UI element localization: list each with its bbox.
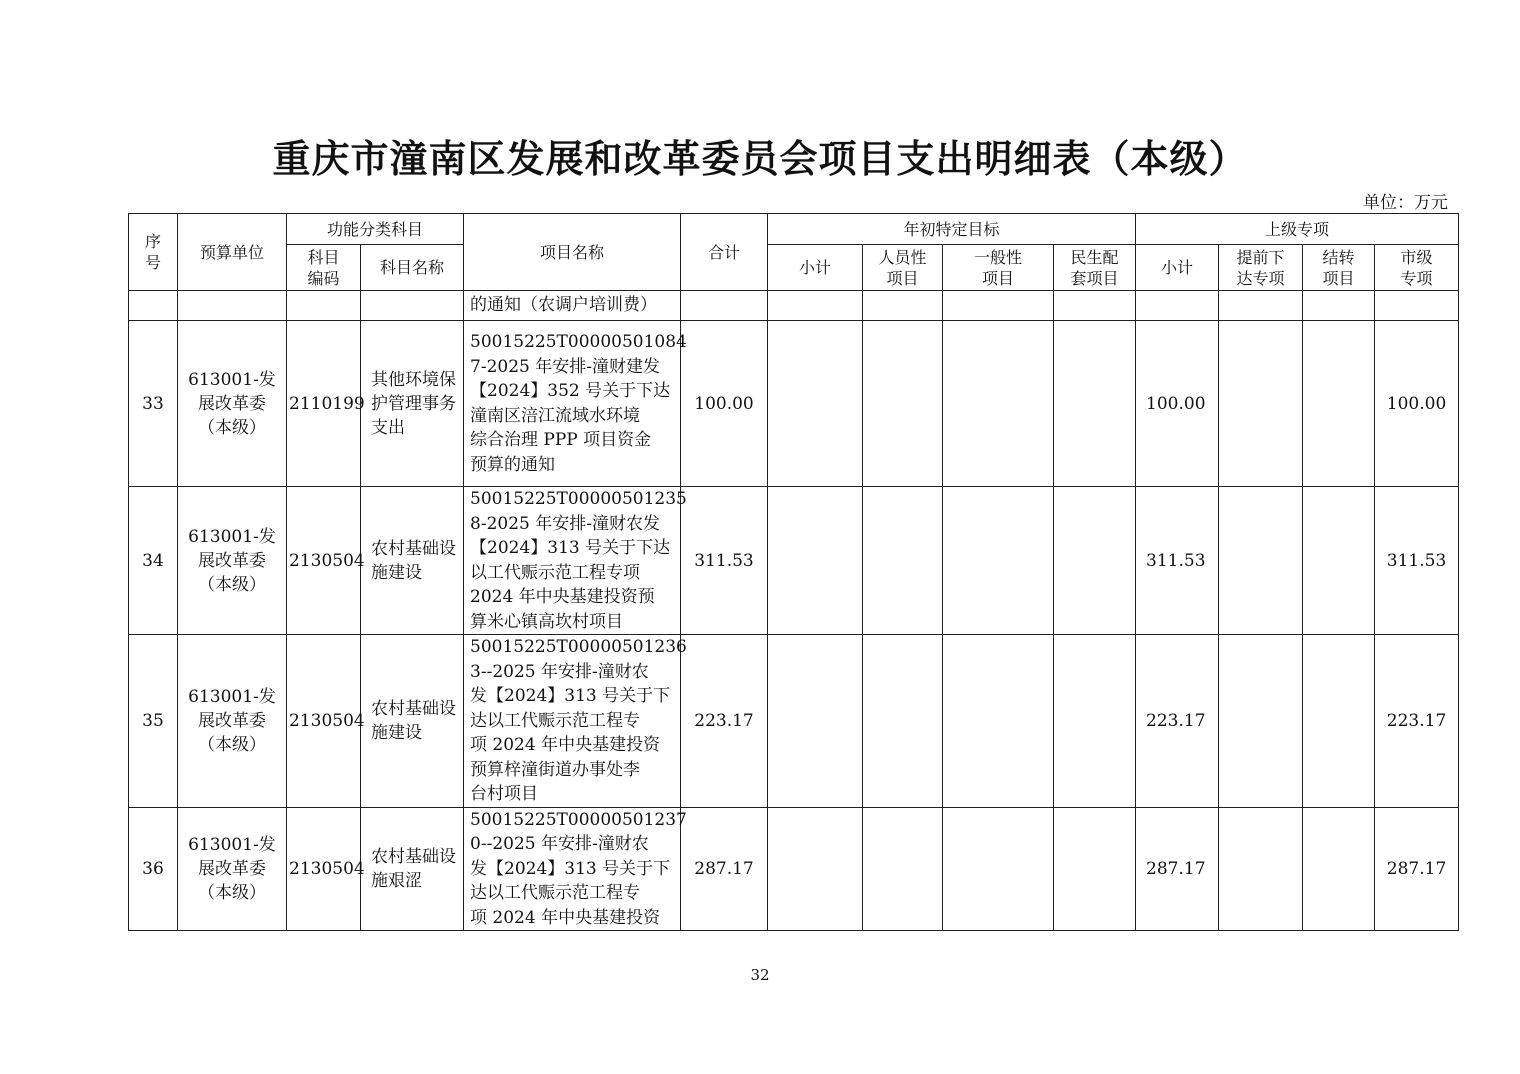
header-func-class: 功能分类科目 bbox=[287, 214, 464, 245]
row-up-city: 223.17 bbox=[1375, 635, 1459, 808]
row-up-subtotal: 311.53 bbox=[1136, 487, 1219, 635]
header-yt-general: 一般性项目 bbox=[943, 245, 1054, 291]
row-subj-name: 其他环境保护管理事务支出 bbox=[361, 321, 464, 487]
row-total: 100.00 bbox=[681, 321, 768, 487]
row-subj-code: 2130504 bbox=[287, 635, 361, 808]
table-row bbox=[129, 487, 1459, 635]
row-subj-name: 农村基础设施建设 bbox=[361, 635, 464, 808]
row-up-city: 287.17 bbox=[1375, 807, 1459, 931]
row-seq: 36 bbox=[129, 807, 178, 931]
row-subj-code: 2130504 bbox=[287, 807, 361, 931]
header-up-subtotal: 小计 bbox=[1136, 245, 1219, 291]
header-yt-personnel: 人员性项目 bbox=[863, 245, 943, 291]
row-project-name: 50015225T00000501084 7-2025 年安排-潼财建发 【2024】352 号关于下达 潼南区涪江流域水环境 综合治理 PPP 项目资金 预算的通知 bbox=[464, 321, 681, 487]
header-seq: 序号 bbox=[129, 214, 178, 291]
page-title: 重庆市潼南区发展和改革委员会项目支出明细表（本级） bbox=[272, 137, 1248, 181]
row-total: 223.17 bbox=[681, 635, 768, 808]
row-subj-code: 2110199 bbox=[287, 321, 361, 487]
row-up-city: 100.00 bbox=[1375, 321, 1459, 487]
header-total: 合计 bbox=[681, 214, 768, 291]
header-upper: 上级专项 bbox=[1136, 214, 1459, 245]
row-up-city: 311.53 bbox=[1375, 487, 1459, 635]
header-subj-code: 科目编码 bbox=[287, 245, 361, 291]
row-up-subtotal: 287.17 bbox=[1136, 807, 1219, 931]
header-yt-subtotal: 小计 bbox=[768, 245, 863, 291]
continuation-text: 的通知（农调户培训费） bbox=[464, 291, 681, 321]
row-total: 311.53 bbox=[681, 487, 768, 635]
row-subj-name: 农村基础设施建设 bbox=[361, 487, 464, 635]
row-budget-unit: 613001-发 展改革委 （本级） bbox=[178, 487, 287, 635]
table-row bbox=[129, 291, 1459, 321]
row-up-subtotal: 223.17 bbox=[1136, 635, 1219, 808]
page-number: 32 bbox=[750, 966, 770, 984]
row-project-name: 50015225T00000501235 8-2025 年安排-潼财农发 【2024】313 号关于下达 以工代赈示范工程专项 2024 年中央基建投资预 算米心镇高坎村项目 bbox=[464, 487, 681, 635]
row-subj-code: 2130504 bbox=[287, 487, 361, 635]
header-yt-livelihood: 民生配套项目 bbox=[1054, 245, 1136, 291]
row-project-name: 50015225T00000501236 3--2025 年安排-潼财农 发【2024】313 号关于下 达以工代赈示范工程专 项 2024 年中央基建投资 预算梓潼街道办事处李 台村项目 bbox=[464, 635, 681, 808]
row-total: 287.17 bbox=[681, 807, 768, 931]
row-seq: 33 bbox=[129, 321, 178, 487]
table-row bbox=[129, 321, 1459, 487]
table-row bbox=[129, 807, 1459, 931]
unit-label: 单位：万元 bbox=[1363, 193, 1448, 213]
row-project-name: 50015225T00000501237 0--2025 年安排-潼财农 发【2024】313 号关于下 达以工代赈示范工程专 项 2024 年中央基建投资 bbox=[464, 807, 681, 931]
row-budget-unit: 613001-发 展改革委 （本级） bbox=[178, 321, 287, 487]
row-subj-name: 农村基础设施艰涩 bbox=[361, 807, 464, 931]
header-up-carry: 结转项目 bbox=[1303, 245, 1375, 291]
table-row bbox=[129, 635, 1459, 808]
header-up-advance: 提前下达专项 bbox=[1219, 245, 1303, 291]
header-year-target: 年初特定目标 bbox=[768, 214, 1136, 245]
header-up-city: 市级专项 bbox=[1375, 245, 1459, 291]
row-seq: 34 bbox=[129, 487, 178, 635]
row-seq: 35 bbox=[129, 635, 178, 808]
row-up-subtotal: 100.00 bbox=[1136, 321, 1219, 487]
header-project-name: 项目名称 bbox=[464, 214, 681, 291]
row-budget-unit: 613001-发 展改革委 （本级） bbox=[178, 807, 287, 931]
header-subj-name: 科目名称 bbox=[361, 245, 464, 291]
row-budget-unit: 613001-发 展改革委 （本级） bbox=[178, 635, 287, 808]
header-budget-unit: 预算单位 bbox=[178, 214, 287, 291]
expense-table bbox=[128, 213, 1459, 931]
